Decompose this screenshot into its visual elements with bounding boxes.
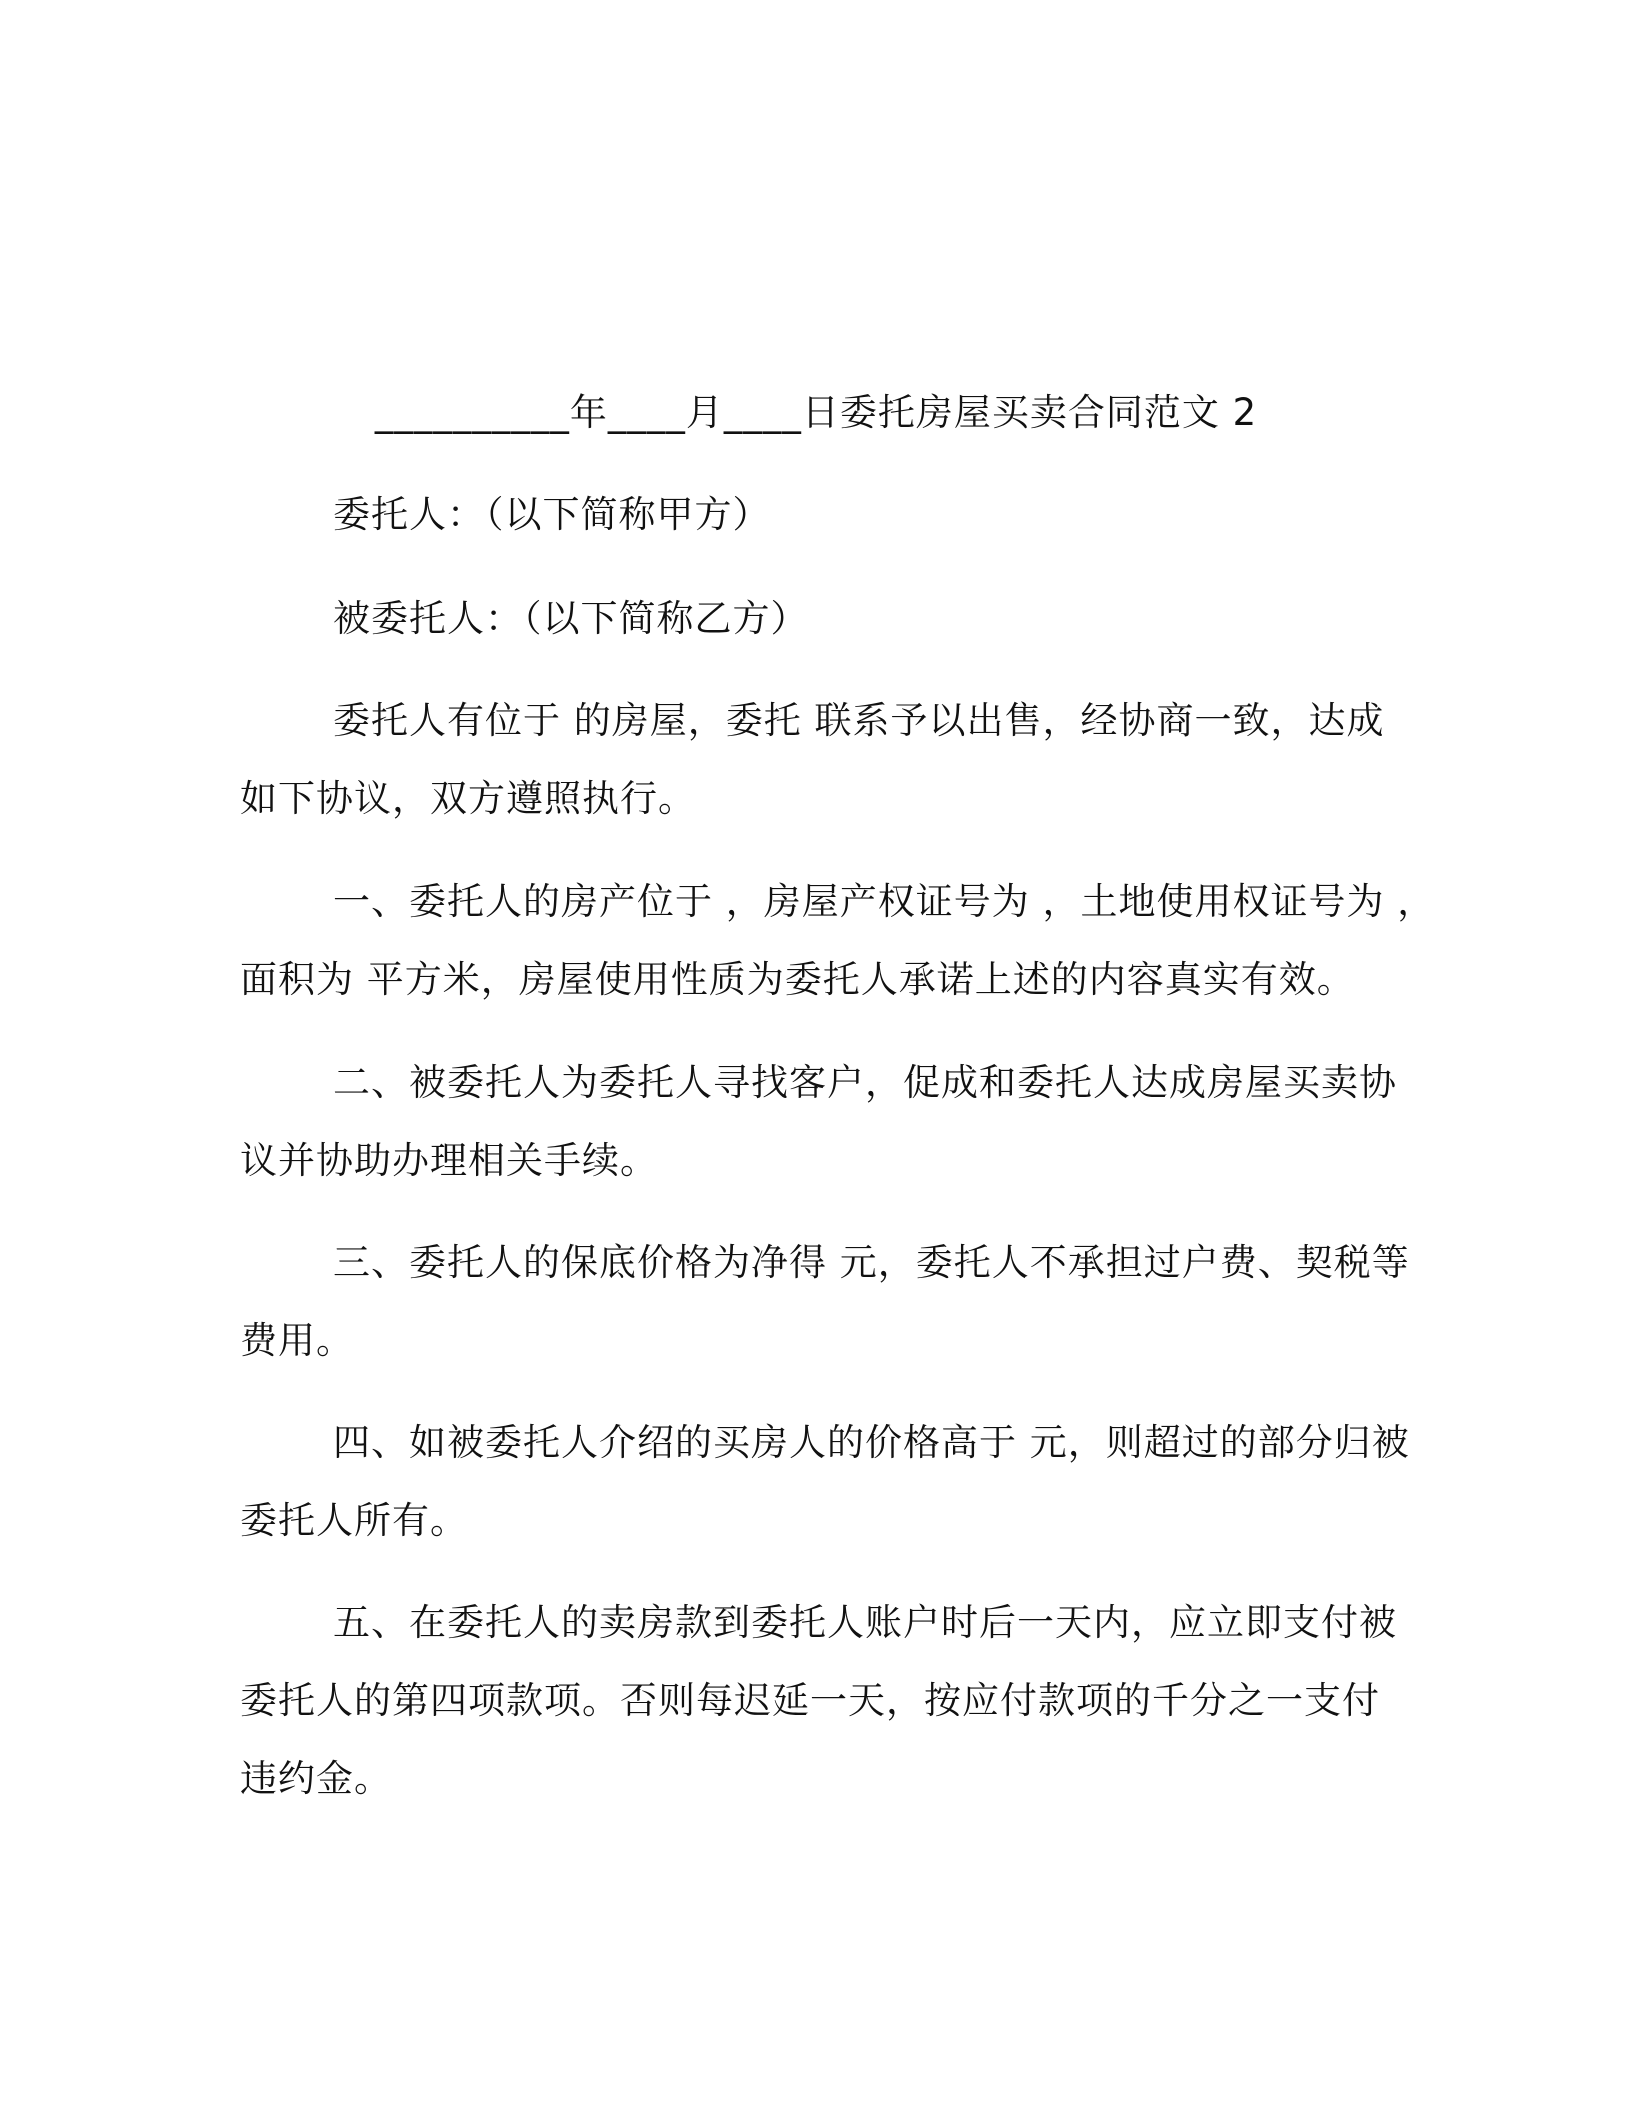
clause-4-line-1: 四、如被委托人介绍的买房人的价格高于 元，则超过的部分归被: [333, 1421, 1410, 1464]
clause-2-line-1: 二、被委托人为委托人寻找客户，促成和委托人达成房屋买卖协: [333, 1061, 1397, 1104]
intro-line-1: 委托人有位于 的房屋，委托 联系予以出售，经协商一致，达成: [333, 699, 1385, 742]
clause-1-line-2: 面积为 平方米，房屋使用性质为委托人承诺上述的内容真实有效。: [240, 958, 1355, 1001]
principal-line: 委托人：（以下简称甲方）: [333, 493, 771, 536]
clause-3-line-1: 三、委托人的保底价格为净得 元，委托人不承担过户费、契税等: [333, 1241, 1410, 1284]
intro-line-2: 如下协议，双方遵照执行。: [240, 777, 696, 820]
clause-2-line-2: 议并协助办理相关手续。: [240, 1139, 658, 1182]
clause-5-line-3: 违约金。: [240, 1757, 392, 1800]
clause-3-line-2: 费用。: [240, 1319, 354, 1362]
document-title: __________年____月____日委托房屋买卖合同范文 2: [374, 391, 1258, 434]
clause-4-line-2: 委托人所有。: [240, 1499, 468, 1542]
clause-1-line-1: 一、委托人的房产位于 ，房屋产权证号为 ，土地使用权证号为 ，: [333, 880, 1436, 923]
clause-5-line-2: 委托人的第四项款项。否则每迟延一天，按应付款项的千分之一支付: [240, 1679, 1380, 1722]
clause-5-line-1: 五、在委托人的卖房款到委托人账户时后一天内，应立即支付被: [333, 1601, 1397, 1644]
agent-line: 被委托人：（以下简称乙方）: [333, 597, 809, 640]
